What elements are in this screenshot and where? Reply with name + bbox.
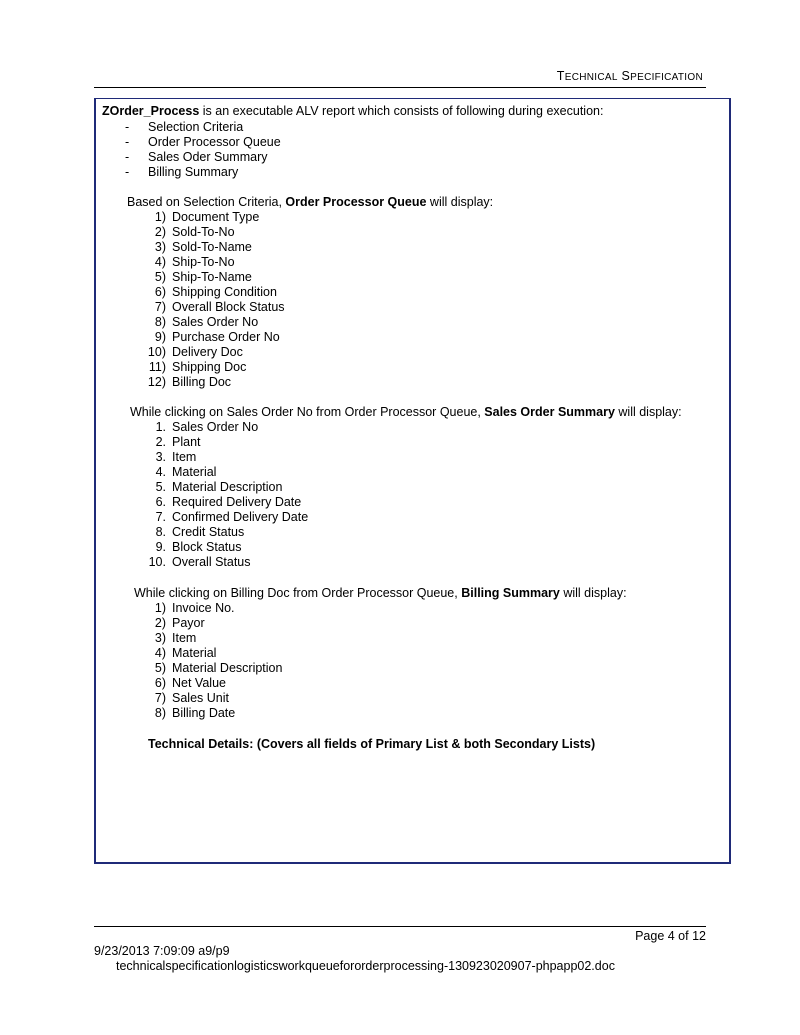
list-number: 6)	[154, 676, 166, 690]
list-item: Net Value	[172, 676, 226, 690]
list-item: Confirmed Delivery Date	[172, 510, 309, 524]
list-item: Payor	[172, 616, 205, 630]
list-number: 2)	[154, 225, 166, 239]
list-item: Sold-To-No	[172, 225, 235, 239]
dash-bullet: -	[125, 150, 130, 164]
list-item: Plant	[172, 435, 201, 449]
header-title-initial: S	[621, 69, 631, 83]
list-number: 7)	[154, 300, 166, 314]
list-item: Shipping Doc	[172, 360, 247, 374]
list-item: Item	[172, 450, 197, 464]
header-title	[557, 69, 703, 83]
list-number: 4)	[154, 255, 166, 269]
header-title-initial: T	[556, 69, 565, 83]
list-item: Overall Block Status	[172, 300, 285, 314]
component-item: Sales Oder Summary	[148, 150, 268, 164]
list-item: Material	[172, 465, 217, 479]
list-number: 4.	[155, 465, 166, 479]
list-item: Overall Status	[172, 555, 251, 569]
list-number: 7.	[155, 510, 166, 524]
dash-bullet: -	[125, 135, 130, 149]
list-number: 11)	[148, 360, 166, 374]
list-number: 2)	[154, 616, 166, 630]
list-number: 6.	[155, 495, 166, 509]
list-number: 5.	[155, 480, 166, 494]
list-item: Sold-To-Name	[172, 240, 252, 254]
dash-bullet: -	[125, 120, 130, 134]
list-number: 10.	[148, 555, 166, 569]
list-number: 5)	[154, 661, 166, 675]
footer-rule	[94, 926, 706, 927]
list-number: 6)	[154, 285, 166, 299]
component-item: Selection Criteria	[148, 120, 244, 134]
intro-paragraph	[102, 104, 603, 119]
section3-heading: While clicking on Billing Doc from Order Processor Queue, Billing Summary will display:	[134, 586, 627, 600]
technical-details-heading: Technical Details: (Covers all fields of Primary List & both Secondary Lists)	[148, 737, 596, 751]
list-item: Ship-To-Name	[172, 270, 252, 284]
footer-date: 9/23/2013 7:09:09 a9/p9	[94, 944, 230, 958]
list-item: Delivery Doc	[172, 345, 243, 359]
list-number: 3)	[154, 631, 166, 645]
header-rule	[94, 87, 706, 88]
list-number: 2.	[155, 435, 166, 449]
list-number: 7)	[154, 691, 166, 705]
list-item: Invoice No.	[172, 601, 235, 615]
list-item: Block Status	[172, 540, 242, 554]
list-number: 10)	[147, 345, 166, 359]
list-number: 8.	[155, 525, 166, 539]
footer-filename: technicalspecificationlogisticsworkqueuefororderprocessing-130923020907-phpapp02.doc	[116, 959, 615, 973]
list-number: 1.	[155, 420, 166, 434]
list-item: Billing Date	[172, 706, 236, 720]
page-number: Page 4 of 12	[635, 929, 706, 943]
list-item: Shipping Condition	[172, 285, 277, 299]
report-name: ZOrder_Process	[102, 104, 200, 118]
list-number: 1)	[154, 210, 166, 224]
list-item: Sales Unit	[172, 691, 229, 705]
list-number: 9.	[155, 540, 166, 554]
list-item: Ship-To-No	[172, 255, 235, 269]
list-item: Sales Order No	[172, 420, 259, 434]
list-number: 9)	[154, 330, 166, 344]
list-number: 8)	[154, 706, 166, 720]
list-number: 4)	[154, 646, 166, 660]
list-item: Material Description	[172, 480, 283, 494]
list-number: 1)	[154, 601, 166, 615]
list-number: 12)	[147, 375, 166, 389]
list-number: 3.	[155, 450, 166, 464]
list-item: Material	[172, 646, 217, 660]
list-item: Credit Status	[172, 525, 245, 539]
list-item: Required Delivery Date	[172, 495, 302, 509]
list-item: Document Type	[172, 210, 260, 224]
list-item: Item	[172, 631, 197, 645]
list-number: 5)	[154, 270, 166, 284]
list-item: Billing Doc	[172, 375, 232, 389]
section1-heading: Based on Selection Criteria, Order Processor Queue will display:	[127, 195, 494, 209]
component-item: Order Processor Queue	[148, 135, 281, 149]
component-item: Billing Summary	[148, 165, 239, 179]
list-item: Material Description	[172, 661, 283, 675]
intro-text: is an executable ALV report which consists of following during execution:	[199, 104, 604, 118]
header-title-rest: PECIFICATION	[630, 72, 703, 83]
dash-bullet: -	[125, 165, 130, 179]
list-number: 3)	[154, 240, 166, 254]
list-number: 8)	[154, 315, 166, 329]
header-title-rest: ECHNICAL	[564, 72, 618, 83]
section2-heading: While clicking on Sales Order No from Order Processor Queue, Sales Order Summary will display:	[130, 405, 682, 419]
list-item: Purchase Order No	[172, 330, 280, 344]
list-item: Sales Order No	[172, 315, 259, 329]
